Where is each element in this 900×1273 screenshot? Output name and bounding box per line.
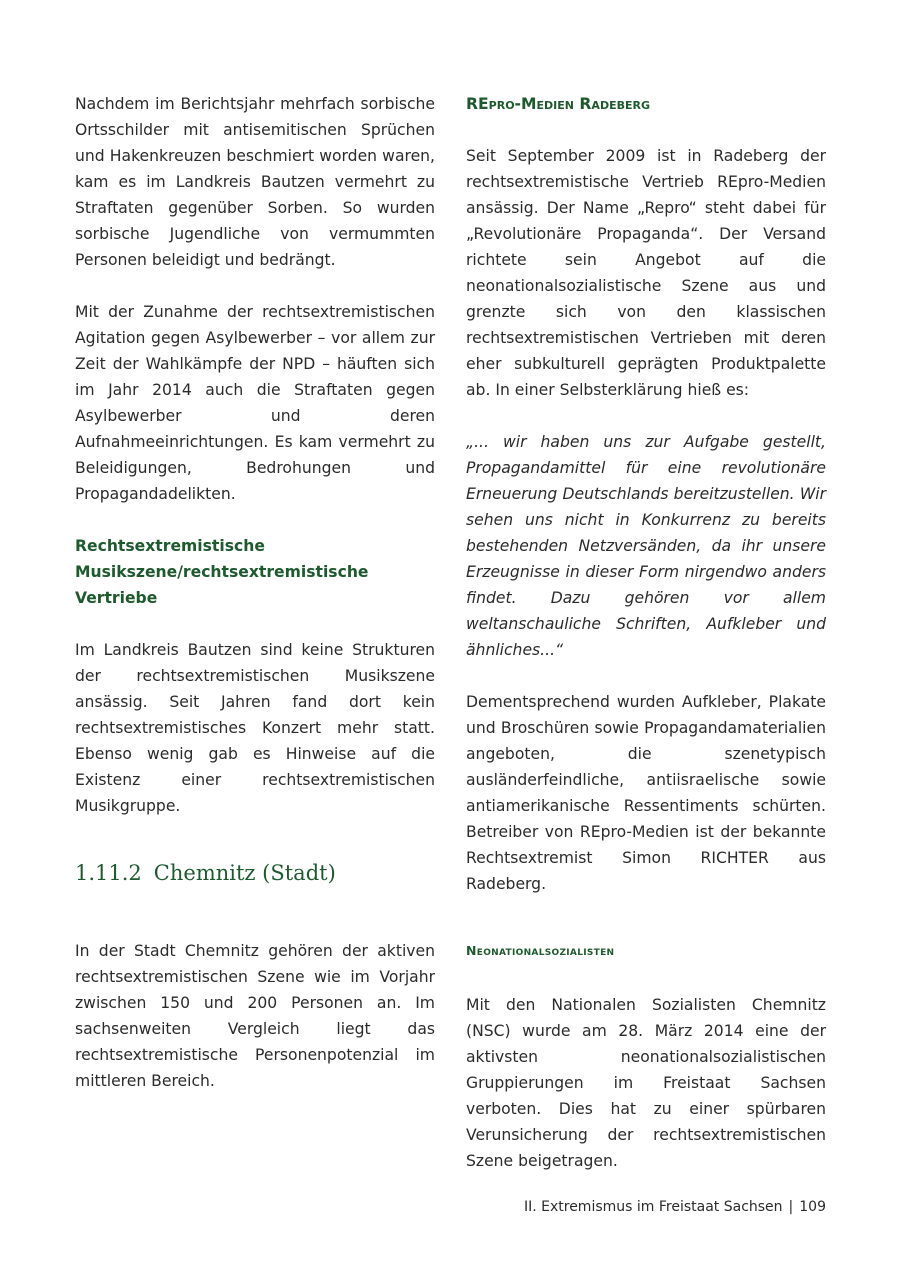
paragraph-chemnitz-szene: In der Stadt Chemnitz gehören der aktiven rechtsextremistischen Szene wie im Vorjahr zwischen 150 und 200 Personen an. Im sachsenweiten Vergleich liegt das rechtsextremistische Personenpotenzial im mittleren Bereich.: [75, 942, 435, 1090]
left-column: [75, 91, 435, 819]
section-number: 1.11.2: [75, 861, 142, 885]
paragraph-sorben: Nachdem im Berichtsjahr mehrfach sorbische Ortsschilder mit antisemitischen Sprüchen und Hakenkreuzen beschmiert worden waren, kam es im Landkreis Bautzen vermehrt zu Straftaten gegenüber Sorben. So wurden sorbische Jugendliche von vermummten Personen beleidigt und bedrängt.: [75, 95, 435, 269]
chemnitz-left-column: [75, 938, 435, 1094]
section-name: Chemnitz (Stadt): [153, 861, 336, 885]
footer-separator: |: [788, 1199, 794, 1215]
heading-neonationalsozialisten: Neonationalsozialisten: [466, 943, 615, 958]
page-number: 109: [799, 1199, 826, 1215]
footer-chapter: II. Extremismus im Freistaat Sachsen: [523, 1199, 783, 1215]
page-footer: [524, 1197, 826, 1217]
paragraph-repro-intro: Seit September 2009 ist in Radeberg der rechtsextremistische Vertrieb REpro-Medien ansässig. Der Name „Repro“ steht dabei für „Revolutionäre Propaganda“. Der Versand richtete sein Angebot auf die neonationalsozialistische Szene aus und grenzte sich von den klassischen rechtsextremistischen Vertrieben mit deren eher subkulturell geprägten Produktpalette ab. In einer Selbsterklärung hieß es:: [466, 147, 826, 399]
right-column: [466, 91, 826, 897]
section-title: [75, 857, 336, 889]
paragraph-musikszene: Im Landkreis Bautzen sind keine Strukturen der rechtsextremistischen Musikszene ansässig. Seit Jahren fand dort kein rechtsextremistisches Konzert mehr statt. Ebenso wenig gab es Hinweise auf die Existenz einer rechtsextremistischen Musikgruppe.: [75, 641, 435, 815]
paragraph-repro-angebot: Dementsprechend wurden Aufkleber, Plakate und Broschüren sowie Propagandamaterialien angeboten, die szenetypisch ausländerfeindliche, antiisraelische sowie antiamerikanische Ressentiments schürten. Betreiber von REpro-Medien ist der bekannte Rechtsextremist Simon RICHTER aus Radeberg.: [466, 693, 826, 893]
chemnitz-right-column: [466, 941, 826, 1174]
paragraph-asylbewerber: Mit der Zunahme der rechtsextremistischen Agitation gegen Asylbewerber – vor allem zur Zeit der Wahlkämpfe der NPD – häuften sich im Jahr 2014 auch die Straftaten gegen Asylbewerber und deren Aufnahmeeinrichtungen. Es kam vermehrt zu Beleidigungen, Bedrohungen und Propagandadelikten.: [75, 303, 435, 503]
heading-musikszene: Rechtsextremistische Musikszene/rechtsextremistische Vertriebe: [75, 537, 369, 607]
paragraph-nsc-verbot: Mit den Nationalen Sozialisten Chemnitz (NSC) wurde am 28. März 2014 eine der aktivsten neonationalsozialistischen Gruppierungen im Freistaat Sachsen verboten. Dies hat zu einer spürbaren Verunsicherung der rechtsextremistischen Szene beigetragen.: [466, 996, 826, 1170]
quote-selbsterklaerung: „... wir haben uns zur Aufgabe gestellt, Propagandamittel für eine revolutionäre Erneuerung Deutschlands bereitzustellen. Wir sehen uns nicht in Konkurrenz zu bereits bestehenden Netzversänden, da ihr unsere Erzeugnisse in dieser Form nirgendwo anders findet. Dazu gehören vor allem weltanschauliche Schriften, Aufkleber und ähnliches...“: [466, 433, 826, 659]
heading-repro-medien: REpro-Medien Radeberg: [466, 95, 650, 113]
